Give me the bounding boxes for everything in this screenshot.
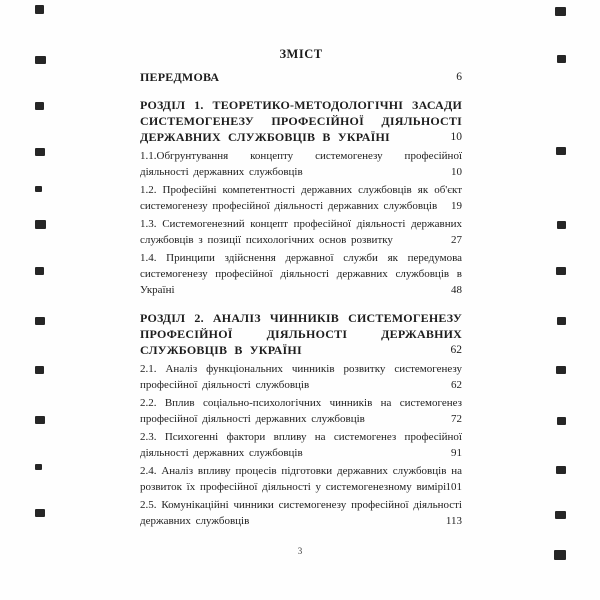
toc-entry-page-number: 19 (451, 200, 462, 212)
footer-page-number: 3 (297, 546, 303, 556)
toc-entry-page-number: 10 (450, 131, 462, 143)
toc-entry (140, 310, 462, 358)
toc-entry (140, 429, 462, 461)
toc-entry-page-number: 62 (451, 379, 462, 391)
scan-mark (556, 147, 566, 155)
toc-entry (140, 97, 462, 145)
toc-entry-text: 1.4. Принципи здійснення державної служби як передумова системогенезу професійної діяльності державних службовців в Україні (140, 252, 462, 296)
scan-mark (557, 417, 566, 425)
toc-entry (140, 69, 462, 85)
toc-entry-text: 2.1. Аналіз функціональних чинників розвитку системогенезу професійної діяльності службовців (140, 363, 462, 391)
toc-entry-text: РОЗДІЛ 1. ТЕОРЕТИКО-МЕТОДОЛОГІЧНІ ЗАСАДИ СИСТЕМОГЕНЕЗУ ПРОФЕСІЙНОЇ ДІЯЛЬНОСТІ ДЕРЖАВНИХ СЛУЖБОВЦІВ В УКРАЇНІ (140, 98, 462, 144)
scan-mark (35, 220, 46, 229)
scan-mark (35, 186, 42, 192)
scan-mark (35, 5, 44, 14)
toc-entry-page-number: 62 (450, 344, 462, 356)
toc-entry-text: РОЗДІЛ 2. АНАЛІЗ ЧИННИКІВ СИСТЕМОГЕНЕЗУ ПРОФЕСІЙНОЇ ДІЯЛЬНОСТІ ДЕРЖАВНИХ СЛУЖБОВЦІВ В УКРАЇНІ (140, 311, 462, 357)
toc-content (140, 46, 462, 531)
scan-mark (554, 550, 566, 560)
toc-entry-text: 1.1.Обгрунтування концепту системогенезу професійної діяльності державних службовців (140, 150, 462, 178)
scan-mark (556, 366, 566, 374)
toc-entry-text: 2.2. Вплив соціально-психологічних чинників на системогенез професійної діяльності державних службовців (140, 397, 462, 425)
toc-entry (140, 395, 462, 427)
toc-entry (140, 216, 462, 248)
page-title: ЗМІСТ (279, 47, 323, 61)
scan-mark (555, 511, 566, 519)
scan-mark (35, 366, 44, 374)
toc-entry (140, 182, 462, 214)
toc-entry-page-number: 91 (451, 447, 462, 459)
toc-entry (140, 148, 462, 180)
scan-mark (35, 509, 45, 517)
toc-entry (140, 361, 462, 393)
scan-mark (556, 466, 566, 474)
scan-mark (35, 148, 45, 156)
toc-list (140, 69, 462, 529)
toc-entry-page-number: 6 (456, 71, 462, 83)
scan-mark (35, 317, 45, 325)
scan-mark (557, 55, 566, 63)
toc-entry-page-number: 10 (451, 166, 462, 178)
toc-entry-page-number: 48 (451, 284, 462, 296)
scan-mark (557, 221, 566, 229)
toc-entry-text: ПЕРЕДМОВА (140, 70, 220, 84)
scan-mark (556, 267, 566, 275)
toc-entry-text: 2.3. Психогенні фактори впливу на системогенез професійної діяльності державних службовців (140, 431, 462, 459)
scan-mark (35, 102, 44, 110)
scan-mark (35, 56, 46, 64)
toc-entry-text: 1.2. Професійні компетентності державних службовців як об'єкт системогенезу професійної діяльності державних службовців (140, 184, 462, 212)
toc-entry-page-number: 113 (445, 515, 462, 527)
toc-entry-text: 1.3. Системогенезний концепт професійної діяльності державних службовців з позиції психологічних основ розвитку (140, 218, 462, 246)
toc-entry (140, 497, 462, 529)
scan-mark (35, 267, 44, 275)
scan-mark (35, 416, 45, 424)
toc-entry-text: 2.4. Аналіз впливу процесів підготовки державних службовців на розвиток їх професійної діяльності у системогенезному вимірі (140, 465, 462, 493)
toc-entry (140, 463, 462, 495)
scan-mark (557, 317, 566, 325)
toc-entry-page-number: 101 (445, 481, 462, 493)
toc-entry-text: 2.5. Комунікаційні чинники системогенезу професійної діяльності державних службовців (140, 499, 462, 527)
toc-entry-page-number: 27 (451, 234, 462, 246)
scan-mark (35, 464, 42, 470)
toc-entry (140, 250, 462, 298)
scan-mark (555, 7, 566, 16)
toc-entry-page-number: 72 (451, 413, 462, 425)
